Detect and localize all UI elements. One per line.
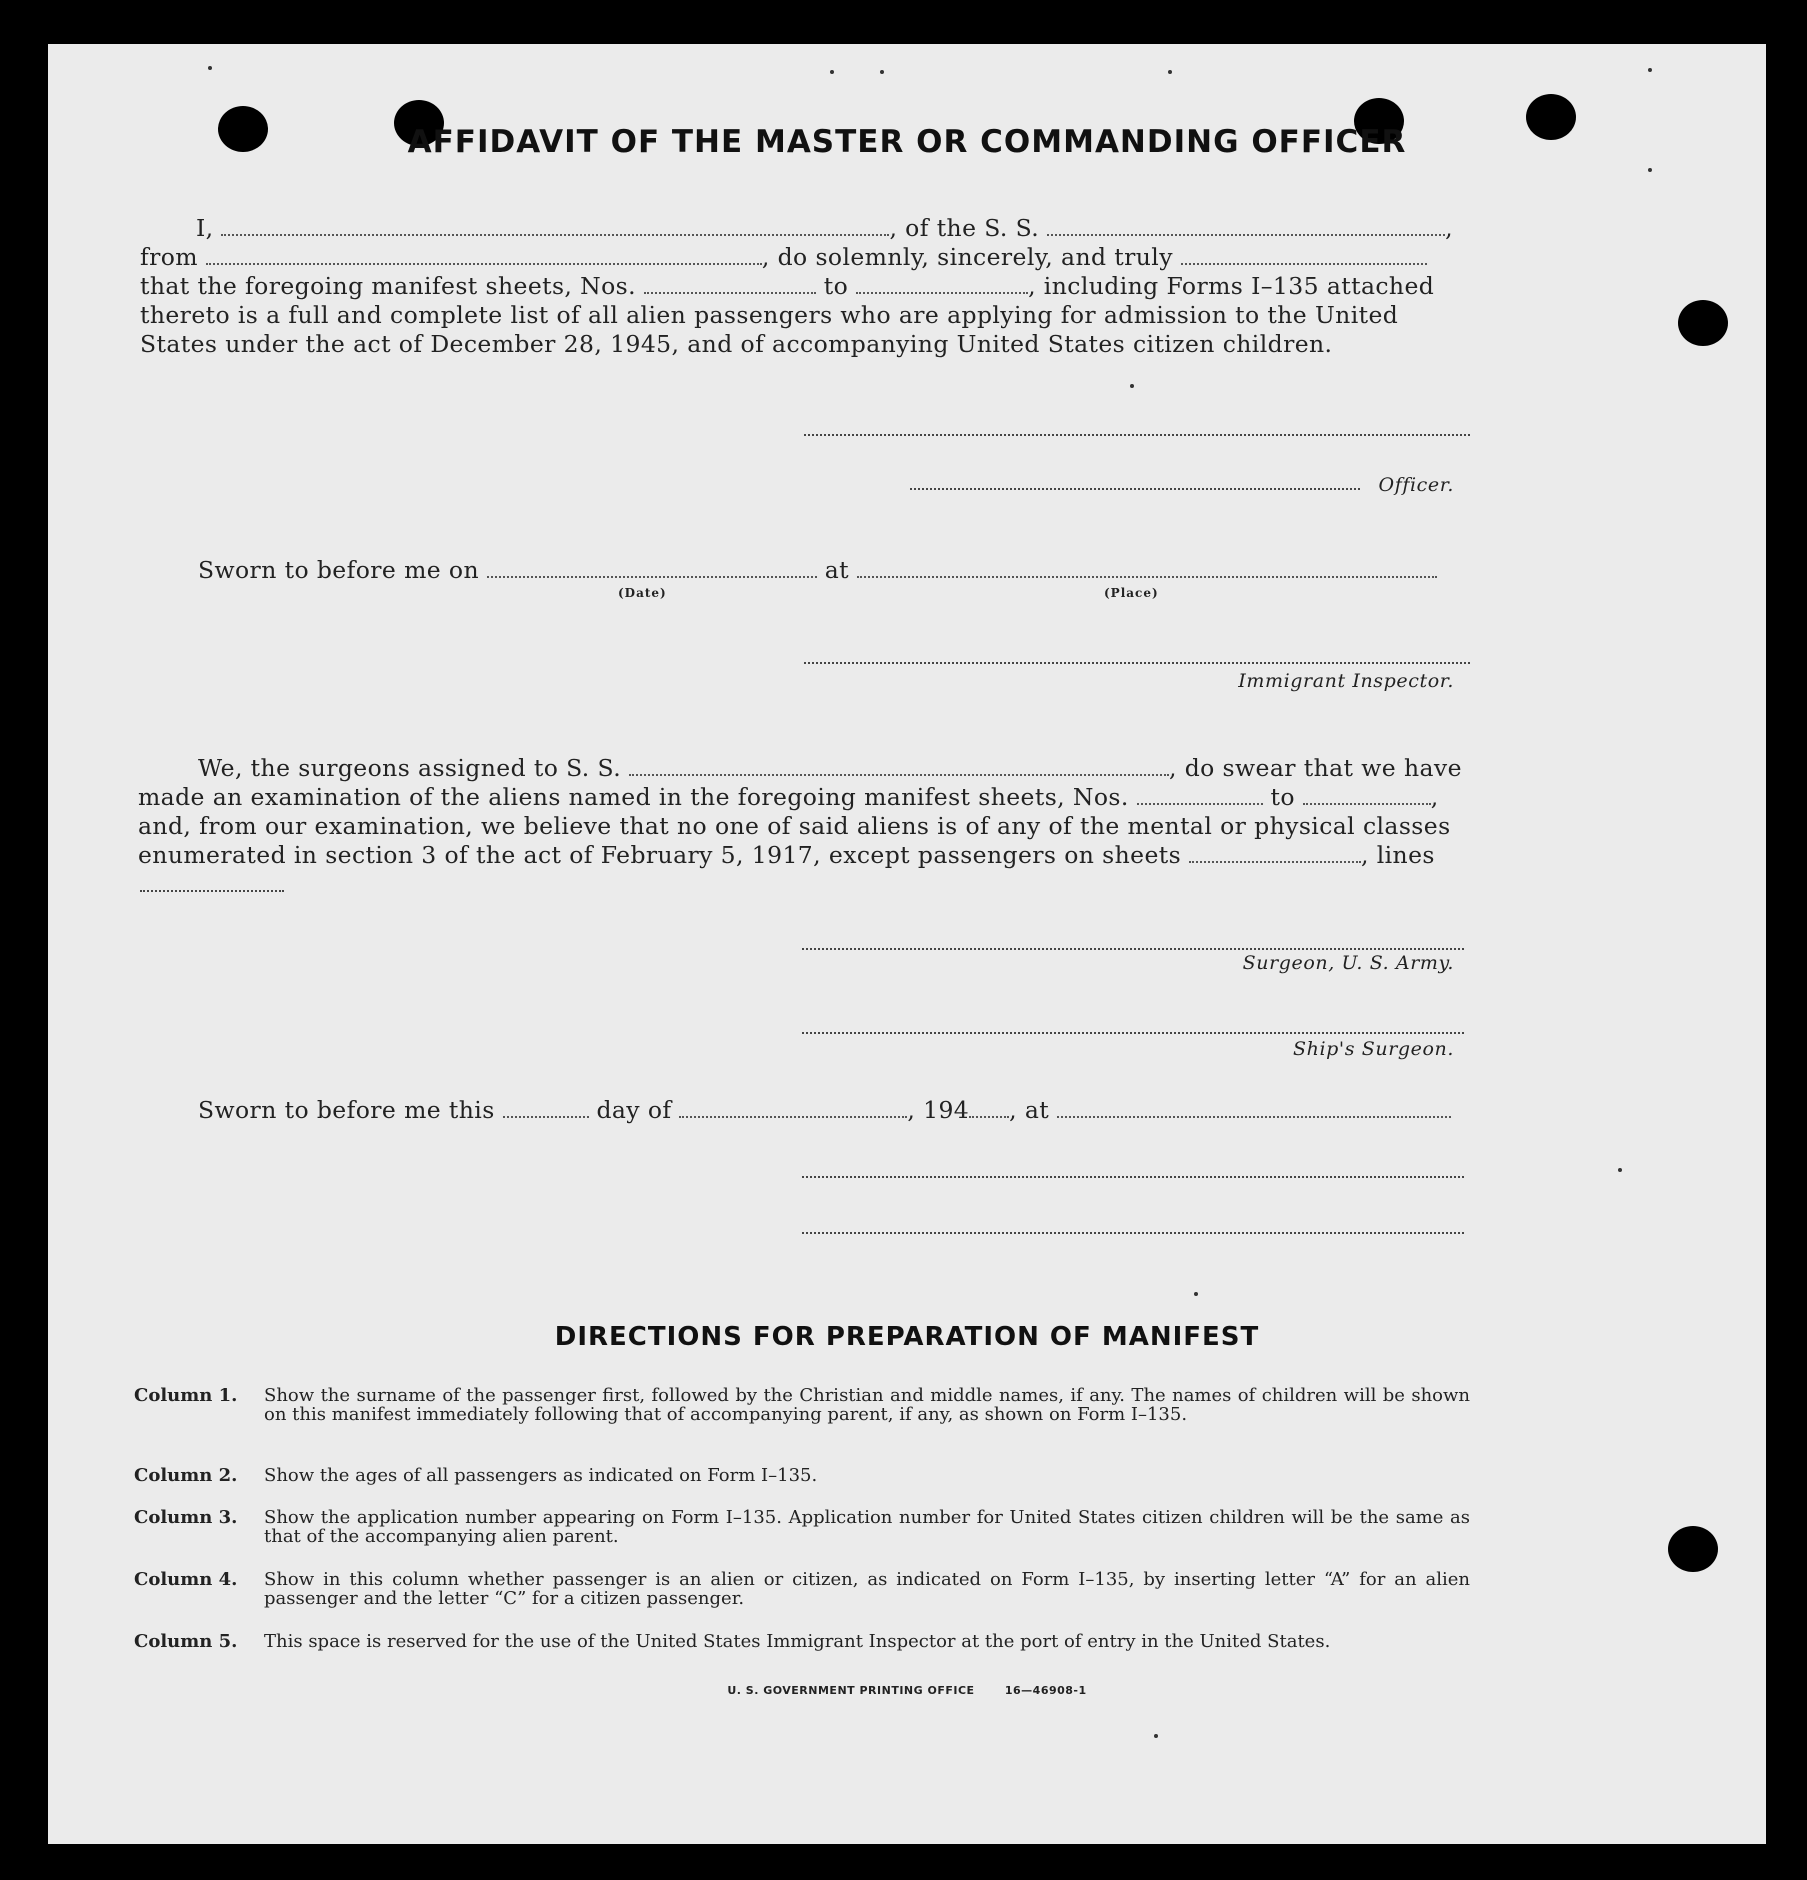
master-line-3 bbox=[140, 272, 1470, 301]
master-line-1 bbox=[196, 214, 1470, 243]
text: to bbox=[823, 272, 849, 300]
ship-name-field[interactable] bbox=[1047, 214, 1445, 236]
sworn-date-field[interactable] bbox=[487, 556, 817, 578]
text: I, bbox=[196, 214, 214, 242]
speck bbox=[1154, 1734, 1158, 1738]
form-code: 16—46908-1 bbox=[1004, 1684, 1087, 1697]
surgeons-line-3: and, from our examination, we believe that no one of said aliens is of any of the mental or physical classes bbox=[138, 812, 1451, 840]
column-text: Show in this column whether passenger is an alien or citizen, as indicated on Form I–135, by inserting letter “A” for an alien passenger and the letter “C” for a citizen passenger. bbox=[264, 1569, 1470, 1609]
column-label: Column 1. bbox=[134, 1385, 238, 1406]
text: , bbox=[1445, 214, 1453, 242]
inspector-signature-line[interactable] bbox=[804, 662, 1470, 664]
form-sheet bbox=[48, 44, 1766, 1844]
signature-line[interactable] bbox=[802, 1232, 1464, 1234]
sworn-place-field-2[interactable] bbox=[1057, 1096, 1451, 1118]
master-name-field[interactable] bbox=[221, 214, 889, 236]
text: , 194 bbox=[907, 1096, 970, 1124]
excepted-sheets-field[interactable] bbox=[1189, 841, 1361, 863]
text: , lines bbox=[1360, 841, 1435, 869]
text: , including Forms I–135 attached bbox=[1028, 272, 1435, 300]
speck bbox=[1648, 168, 1652, 172]
ship-surgeon-label: Ship's Surgeon. bbox=[1293, 1038, 1454, 1060]
speck bbox=[1130, 384, 1134, 388]
speck bbox=[1194, 1292, 1198, 1296]
text: made an examination of the aliens named in the foregoing manifest sheets, Nos. bbox=[138, 783, 1129, 811]
column-text: Show the application number appearing on Form I–135. Application number for United States citizen children will be the same as that of the accompanying alien parent. bbox=[264, 1507, 1470, 1547]
surgeons-line-4 bbox=[138, 841, 1468, 870]
text: Sworn to before me on bbox=[198, 556, 480, 584]
text: day of bbox=[596, 1096, 672, 1124]
from-port-field[interactable] bbox=[206, 243, 762, 265]
sworn-line-1 bbox=[198, 556, 1528, 585]
sheet-from-field[interactable] bbox=[644, 272, 816, 294]
sheet-to-field[interactable] bbox=[856, 272, 1028, 294]
punch-hole bbox=[1668, 1526, 1718, 1572]
speck bbox=[208, 66, 212, 70]
text: , at bbox=[1009, 1096, 1050, 1124]
speck bbox=[1648, 68, 1652, 72]
text: Sworn to before me this bbox=[198, 1096, 495, 1124]
page-title: AFFIDAVIT OF THE MASTER OR COMMANDING OFFICER bbox=[407, 124, 1407, 160]
column-label: Column 2. bbox=[134, 1465, 238, 1486]
army-surgeon-signature-line[interactable] bbox=[802, 948, 1464, 950]
surgeons-ship-field[interactable] bbox=[629, 754, 1169, 776]
sworn-day-field[interactable] bbox=[503, 1096, 589, 1118]
column-text: Show the ages of all passengers as indicated on Form I–135. bbox=[264, 1465, 818, 1486]
printer-footer bbox=[48, 1684, 1766, 1697]
text: at bbox=[824, 556, 850, 584]
text: to bbox=[1270, 783, 1295, 811]
sworn-place-field[interactable] bbox=[857, 556, 1437, 578]
column-text: This space is reserved for the use of the United States Immigrant Inspector at the port of entry in the United States. bbox=[264, 1631, 1331, 1652]
master-line-5: States under the act of December 28, 1945, and of accompanying United States citizen children. bbox=[140, 330, 1333, 358]
surgeons-sheet-to-field[interactable] bbox=[1303, 783, 1431, 805]
direction-column-3 bbox=[134, 1508, 1470, 1548]
column-text: Show the surname of the passenger first, followed by the Christian and middle names, if any. The names of children will be shown on this manifest immediately following that of accompanying parent, if any, as shown on Form I–135. bbox=[264, 1385, 1470, 1425]
column-label: Column 5. bbox=[134, 1631, 238, 1652]
oath-field[interactable] bbox=[1181, 243, 1427, 265]
sworn-month-field[interactable] bbox=[679, 1096, 907, 1118]
signature-line[interactable] bbox=[802, 1176, 1464, 1178]
direction-column-2 bbox=[134, 1466, 1470, 1488]
army-surgeon-label: Surgeon, U. S. Army. bbox=[1242, 952, 1454, 974]
surgeons-sheet-from-field[interactable] bbox=[1137, 783, 1263, 805]
surgeons-line-1 bbox=[198, 754, 1470, 783]
officer-label: Officer. bbox=[1378, 474, 1454, 496]
speck bbox=[1168, 70, 1172, 74]
direction-column-5 bbox=[134, 1632, 1470, 1672]
text: enumerated in section 3 of the act of February 5, 1917, except passengers on sheets bbox=[138, 841, 1182, 869]
master-line-4: thereto is a full and complete list of all alien passengers who are applying for admission to the United bbox=[140, 301, 1399, 329]
text: We, the surgeons assigned to S. S. bbox=[198, 754, 622, 782]
text: from bbox=[140, 243, 198, 271]
officer-signature-line[interactable] bbox=[910, 488, 1360, 490]
column-label: Column 3. bbox=[134, 1507, 238, 1528]
sworn-year-field[interactable] bbox=[969, 1096, 1009, 1118]
text: , do swear that we have bbox=[1168, 754, 1462, 782]
speck bbox=[1618, 1168, 1622, 1172]
ship-surgeon-signature-line[interactable] bbox=[802, 1032, 1464, 1034]
signature-line[interactable] bbox=[804, 434, 1470, 436]
master-line-2 bbox=[140, 243, 1470, 272]
direction-column-4 bbox=[134, 1570, 1470, 1610]
column-label: Column 4. bbox=[134, 1569, 238, 1590]
inspector-label: Immigrant Inspector. bbox=[1238, 670, 1454, 692]
speck bbox=[830, 70, 834, 74]
sworn-line-2 bbox=[198, 1096, 1528, 1125]
date-caption: (Date) bbox=[618, 586, 667, 600]
excepted-lines-field[interactable] bbox=[140, 890, 284, 892]
printer-name: U. S. GOVERNMENT PRINTING OFFICE bbox=[727, 1684, 975, 1697]
direction-column-1 bbox=[134, 1386, 1470, 1446]
text: , do solemnly, sincerely, and truly bbox=[761, 243, 1173, 271]
text: , bbox=[1430, 783, 1439, 811]
directions-title: DIRECTIONS FOR PREPARATION OF MANIFEST bbox=[554, 1322, 1260, 1352]
speck bbox=[880, 70, 884, 74]
place-caption: (Place) bbox=[1104, 586, 1159, 600]
text: , of the S. S. bbox=[889, 214, 1040, 242]
punch-hole bbox=[1678, 300, 1728, 346]
text: that the foregoing manifest sheets, Nos. bbox=[140, 272, 637, 300]
surgeons-line-2 bbox=[138, 783, 1468, 812]
